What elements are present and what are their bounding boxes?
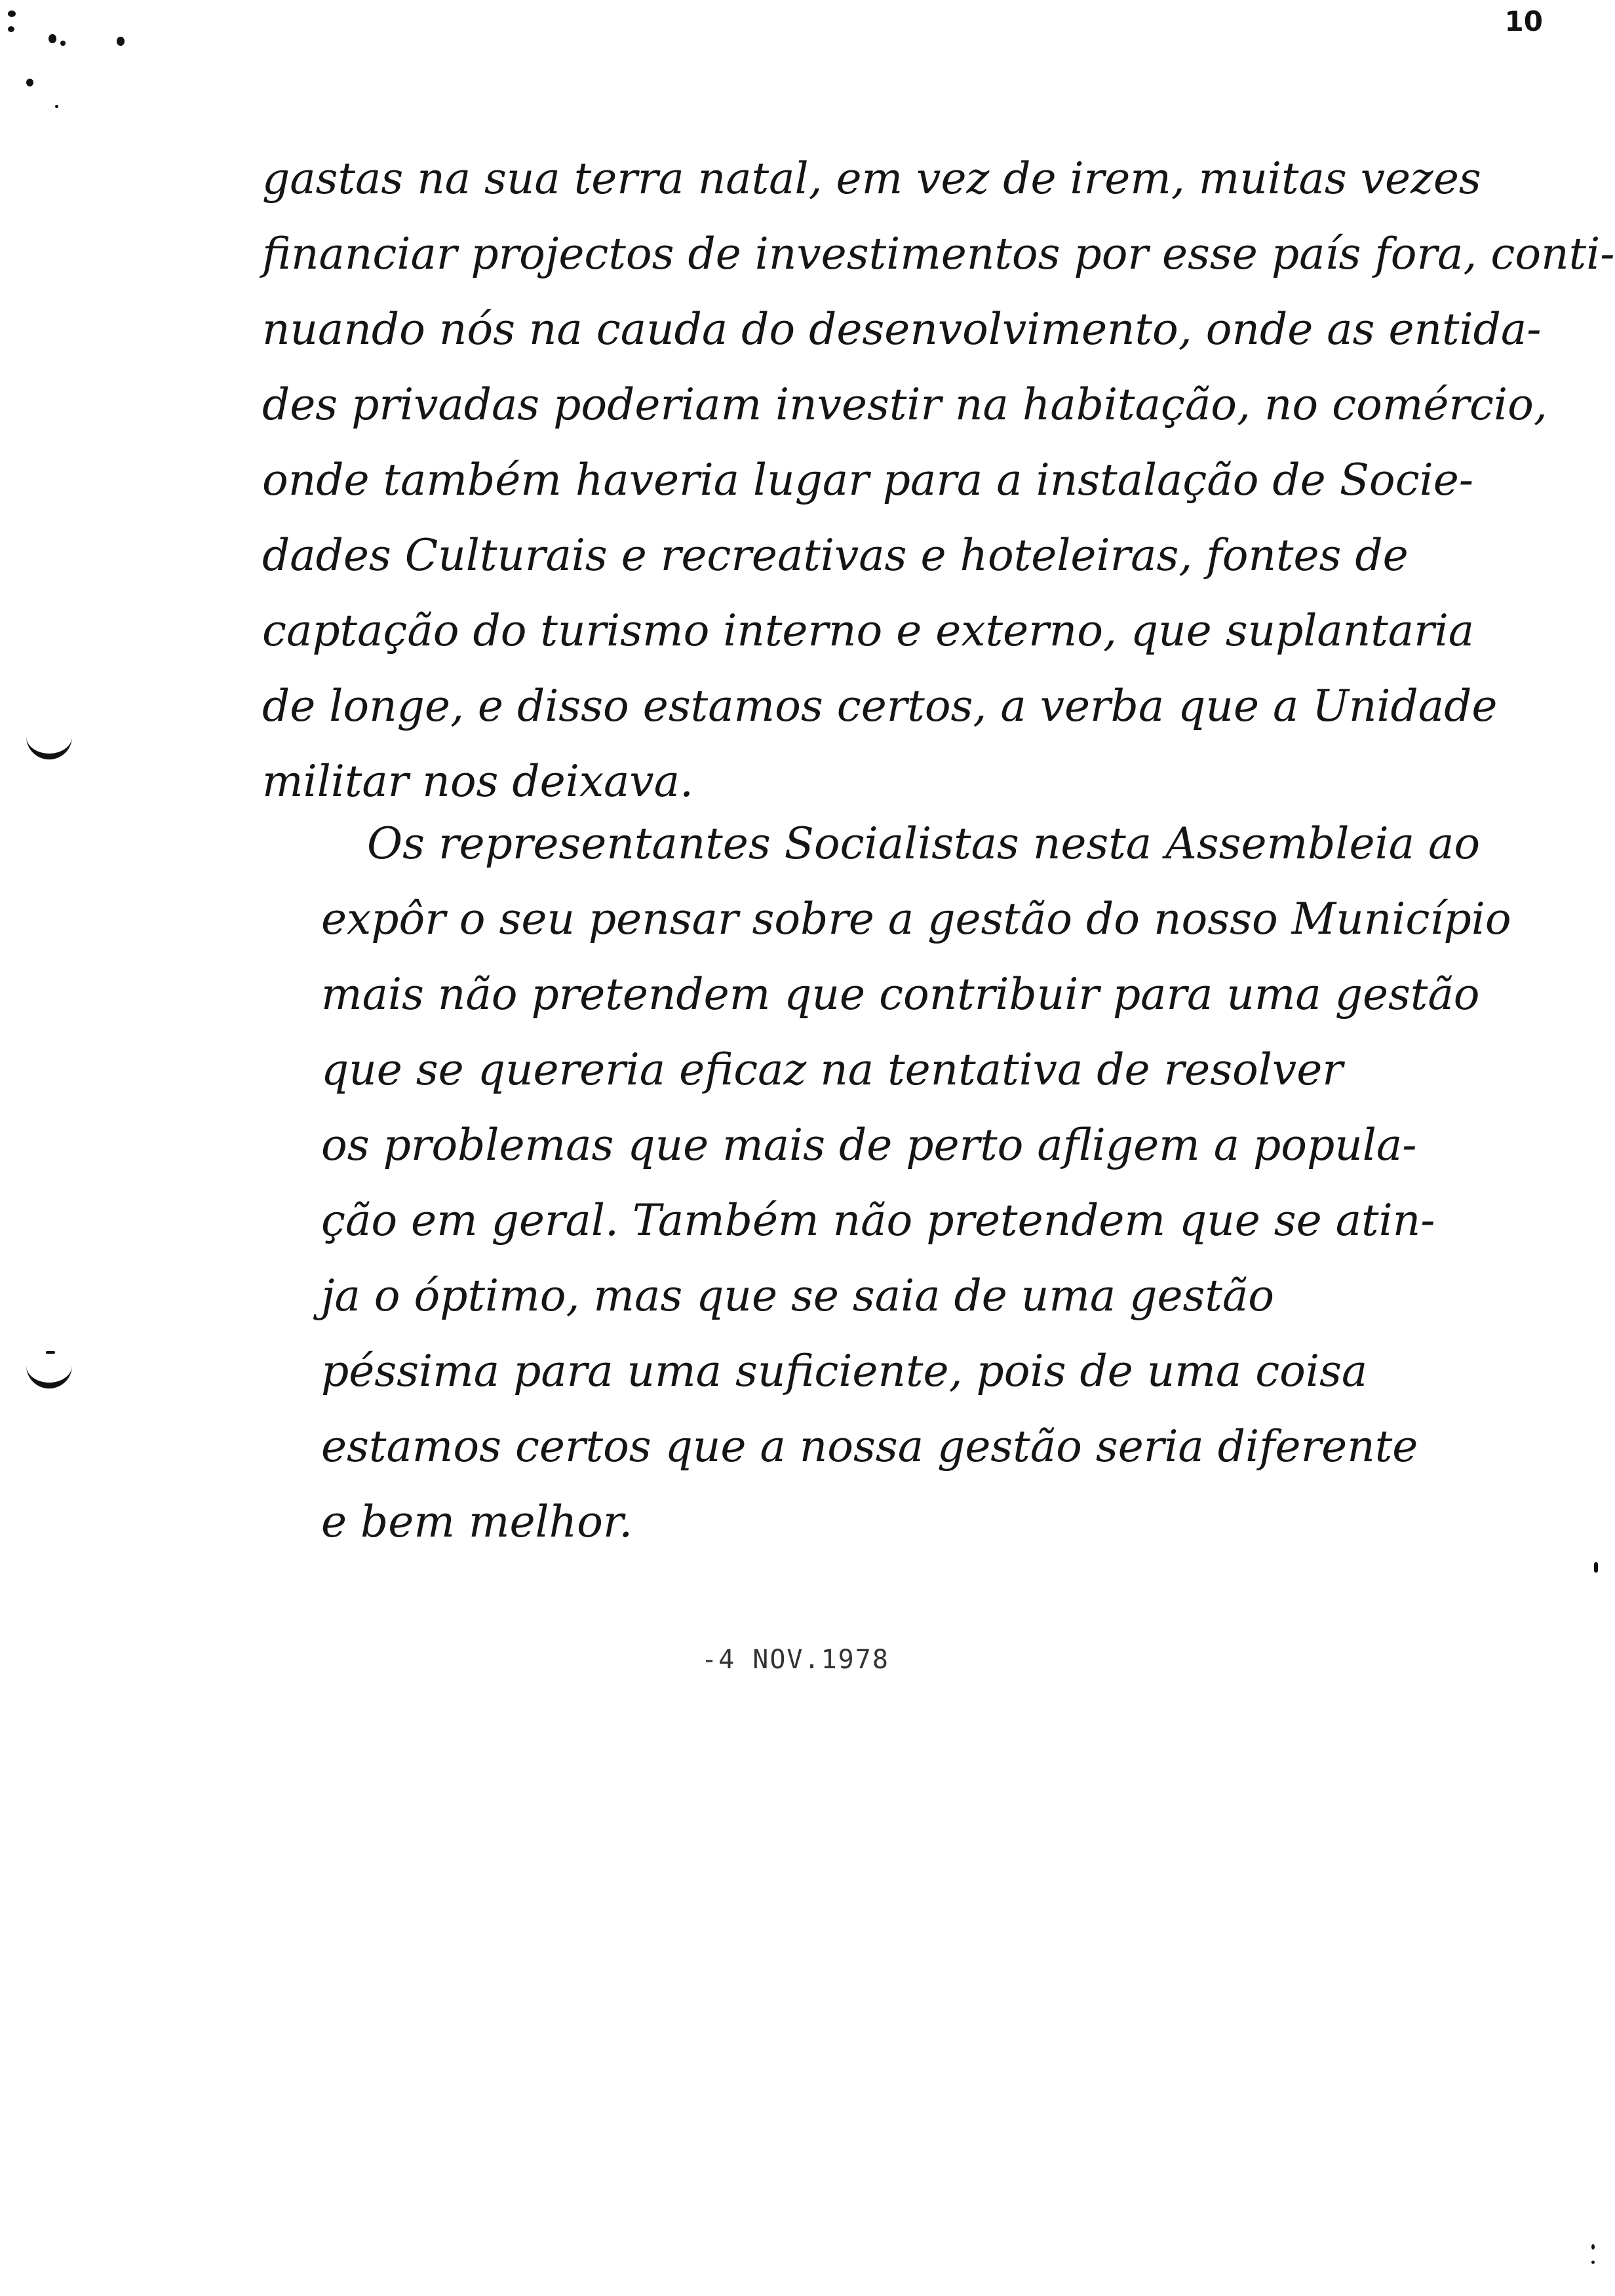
text-line: dades Culturais e recreativas e hoteleiras, fontes de (262, 530, 1409, 581)
scan-speck (60, 41, 66, 46)
scan-speck (1591, 2261, 1595, 2264)
text-line: mais não pretendem que contribuir para uma gestão (321, 969, 1480, 1020)
scan-speck (26, 79, 33, 86)
scan-speck (8, 26, 14, 32)
text-line: e bem melhor. (321, 1497, 633, 1547)
text-line: des privadas poderiam investir na habitação, no comércio, (262, 379, 1547, 430)
scan-speck (1594, 1562, 1598, 1573)
punch-hole-mark (26, 1350, 72, 1388)
text-line: captação do turismo interno e externo, que suplantaria (262, 605, 1475, 656)
text-line: de longe, e disso estamos certos, a verba que a Unidade (262, 681, 1498, 731)
text-line: gastas na sua terra natal, em vez de irem, muitas vezes (262, 153, 1481, 204)
scan-speck (1591, 2244, 1595, 2249)
punch-hole-mark (26, 721, 72, 759)
text-line: ja o óptimo, mas que se saia de uma gestão (321, 1271, 1275, 1321)
scan-speck (49, 34, 56, 43)
text-line: os problemas que mais de perto afligem a popula- (321, 1120, 1417, 1170)
handwritten-paragraph-2 (321, 806, 1615, 1559)
text-line: financiar projectos de investimentos por esse país fora, conti- (262, 229, 1615, 279)
scan-speck (46, 1351, 55, 1354)
text-line: nuando nós na cauda do desenvolvimento, onde as entida- (262, 304, 1542, 354)
handwritten-paragraph-1 (262, 141, 1615, 819)
text-line: estamos certos que a nossa gestão seria diferente (321, 1421, 1418, 1472)
scan-speck (55, 105, 58, 108)
text-line: Os representantes Socialistas nesta Assembleia ao (367, 818, 1481, 869)
text-line: expôr o seu pensar sobre a gestão do nosso Município (321, 894, 1511, 944)
scan-speck (117, 37, 125, 46)
date-stamp: -4 NOV.1978 (701, 1645, 889, 1675)
text-line: péssima para uma suficiente, pois de uma coisa (321, 1346, 1368, 1396)
text-line: que se quereria eficaz na tentativa de resolver (321, 1044, 1343, 1095)
text-line: militar nos deixava. (262, 756, 694, 807)
scan-speck (8, 10, 16, 17)
page-number: 10 (1504, 5, 1543, 37)
text-line: ção em geral. Também não pretendem que se atin- (321, 1195, 1435, 1246)
text-line: onde também haveria lugar para a instalação de Socie- (262, 455, 1474, 505)
